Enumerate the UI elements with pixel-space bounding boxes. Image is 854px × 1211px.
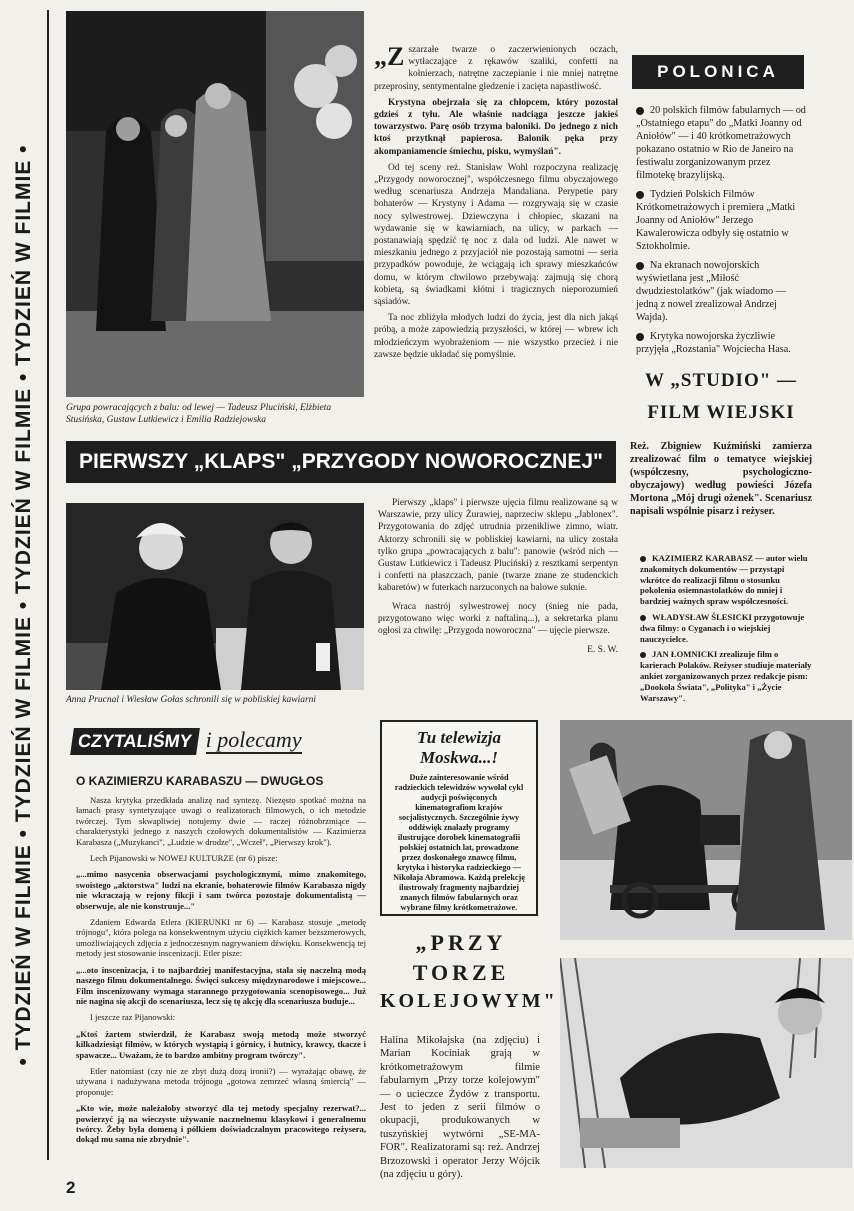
tv-box (380, 720, 538, 916)
sidebar-text: • TYDZIEŃ W FILMIE • TYDZIEŃ W FILMIE • TYDZIEŃ W FILMIE • TYDZIEŃ W FILMIE • (12, 144, 35, 1066)
tor-title-3: KOLEJOWYM" (380, 990, 558, 1012)
list-item: Krytyka nowojorska życzliwie przyjęła „Rozstania" Wojciecha Hasa. (636, 331, 791, 355)
sidebar-rule (47, 10, 49, 1160)
story-paragraph: Krystyna obejrzała się za chłopcem, który pozostał gdzieś z tyłu. Ale właśnie nadciąga jeszcze jakieś towarzystwo. Parę osób trzyma baloniki. Do jednego z nich ktoś przytknął papierosa. Balonik pęka przy akompaniamencie śmiechu, pisku, wymyślań". (374, 97, 618, 157)
list-item: KAZIMIERZ KARABASZ — autor wielu znakomitych dokumentów — przystąpi wkrótce do realizacji filmu o stosunku pokolenia osiemnastolatków do mniej i bardziej ważnych spraw współczesności. (640, 553, 808, 607)
list-item: WŁADYSŁAW ŚLESICKI przygotowuje dwa filmy: o Cyganach i o wiejskiej nauczycielce. (640, 611, 805, 644)
czytalismy-logo-script: i polecamy (205, 727, 302, 752)
story-paragraph: „Zszarzałe twarze o zaczerwienionych oczach, wytłaczające z rękawów szaliki, confetti na kołnierzach, natrętne zaczepianie i nie mniej natrętne przeprosiny, sentymentalne gledzenie i zacięta napastliwość. (374, 42, 618, 92)
article-paragraph: Nasza krytyka przedkłada analizę nad syntezę. Niezęsto spotkać można na łamach prasy syntetyzujące uwagi o realizatorach filmowych, o ich metodzie twórczej. Tym skwapliwiej notujemy dwie — raczej różnobrzmiące — charakterystyki jednego z naszych czołowych dokumentalistów — Kazimierza Karabasza („Muzykanci", „Ludzie w drodze", „Wczeł", „Pierwszy krok"). (76, 795, 366, 847)
klaps-signature: E. S. W. (587, 645, 618, 656)
tor-text: Halina Mikołajska (na zdjęciu) i Marian Kociniak grają w krótkometrażowym filmie fabularnym „Przy torze kolejowym" — o ucieczce Żydów z transportu. Jest to jeden z serii filmów o okupacji, produkowanych w tuszyńskiej wytwórni „SE-MA-FOR". Realizatorami są: reż. Andrzej Brzozowski i operator Jerzy Wójcik (na zdjęciu u góry). (380, 1035, 540, 1181)
article-paragraph: I jeszcze raz Pijanowski: (90, 1012, 176, 1023)
dropcap: „Z (374, 42, 405, 71)
tv-subtitle: Moskwa...! (420, 748, 498, 767)
klaps-paragraph: Pierwszy „klaps" i pierwsze ujęcia filmu realizowane są w Warszawie, przy ulicy Żurawiej, naprzeciw sklepu „Jablonex". Przygotowania do zdjęć utrudnia przenikliwe zimno, wiatr. Aktorzy schronili się w pobliskiej kawiarni, na ulicy została tylko grupa „powracających z balu": panowie (wśród nich — Gustaw Lutkiewicz i Tadeusz Pluciński) z resztkami serpentyn i confetti na płaszczach, panie (twarze znane ze studenckich kabaretów) w futerkach narzuconych na balowe suknie. (378, 498, 618, 594)
czytalismy-logo (72, 727, 368, 761)
article-quote: „...mimo nasycenia obserwacjami psychologicznymi, mimo znakomitego, swoistego „aktorstwa" ludzi na ekranie, bohaterowie filmów Karabasza nigdy nie wkraczają w rejony fikcji i sam twórca pozostaje dokumentalistą — obserwuje, ale nie konstruuje..." (76, 869, 366, 911)
actress-photo (560, 958, 852, 1168)
tor-headline (380, 930, 558, 1013)
article-quote: „Ktoś żartem stwierdził, że Karabasz swoją metodą może stworzyć kilkadziesiąt filmów, w których wystąpią i górnicy, i hutnicy, krawcy, tkacze i spawacze... Uważam, że to bardzo ambitny program twórczy". (76, 1028, 366, 1060)
czytalismy-article (76, 776, 366, 1145)
studio-subtitle: FILM WIEJSKI (647, 402, 795, 423)
couple-caption: Anna Prucnal i Wiesław Gołas schronili się w pobliskiej kawiarni (66, 695, 317, 705)
article-paragraph: Zdaniem Edwarda Etlera (KIERUNKI nr 6) — Karabasz stosuje „metodę trójnogu", która polega na konsekwentnym użyciu ciężkich kamer bezszmerowych, umożliwiających zdjęcia z jednoczesnym nagrywaniem dźwięku. Konsekwencją tej metody jest stosowanie inscenizacji. Etler pisze: (76, 917, 366, 959)
story-paragraph: Ta noc zbliżyła młodych ludzi do życia, jest dla nich jakąś próbą, a może zapowiedzią przyszłości, w której — wbrew ich młodzieńczym wyobrażeniom — nie wszystko przecież i nie zawsze będzie układać się pomyślnie. (374, 313, 618, 360)
story-paragraph: Od tej sceny reż. Stanisław Wohl rozpoczyna realizację „Przygody noworocznej", współczesnego filmu obyczajowego według scenariusza Andrzeja Mandaliana. Perypetie pary bohaterów — Krystyny i Adama — rozgrywają się w czasie nocy sylwestrowej. Dziewczyna i chłopiec, skazani na wydawanie się w kawiarniach, na ulicy, w parkach — postanawiają spędzić tę noc z dala od ludzi. Ale nawet w mieszkaniu jednego z przyjaciół nie pozostają samotni — seria przypadków powoduje, że wciągają ich sprawy mieszkańców domu, w którym chwilowo przebywają: zajmują się chorą kobietą, są świadkami kłótni i tragicznych nieporozumień sąsiadów. (374, 162, 618, 308)
sidebar (0, 0, 48, 1211)
list-item: Tydzień Polskich Filmów Krótkometrażowych i premiera „Matki Joanny od Aniołów" Jerzego Kawalerowicza odbyły się ostatnio w Sztokholmie. (636, 189, 796, 252)
couple-photo (66, 503, 364, 690)
studio-title: W „STUDIO" — (644, 370, 798, 391)
article-paragraph: Etler natomiast (czy nie ze zbyt dużą dozą ironii?) — wyrażając obawę, że używana i nadużywana metoda trójnogu „gotowa zemrzeć własną śmiercią" — proponuje: (76, 1065, 366, 1097)
tor-title-2: TORZE (412, 960, 510, 985)
tor-title-1: „PRZY (415, 930, 507, 955)
tv-title: Tu telewizja (417, 728, 501, 747)
article-paragraph: Lech Pijanowski w NOWEJ KULTURZE (nr 6) pisze: (90, 853, 278, 864)
list-item: 20 polskich filmów fabularnych — od „Ostatniego etapu" do „Matki Joanny od Aniołów" — i 40 krótkometrażowych pokazano ostatnio w Rio de Janeiro na festiwalu zorganizowanym przez filmotekę brazylijską. (636, 105, 806, 181)
crew-photo (560, 720, 852, 940)
klaps-paragraph: Wraca nastrój sylwestrowej nocy (śnieg nie pada, przygotowano więc worki z naftaliną...), a sekretarka planu ogłosi za chwilę: „Przygoda noworoczna" — ujęcie pierwsze. (378, 601, 618, 637)
story-article (374, 44, 618, 361)
news-list (640, 553, 812, 703)
tv-text: Duże zainteresowanie wśród radzieckich telewidzów wywołał cykl audycji poświęconych kinematografiom krajów socjalistycznych. Szczególnie żywy oddźwięk znalazły programy ilustrujące dorobek kinematografii polskiej ostatnich lat, prowadzone przez doskonałego znawcę filmu, krytyka i historyka radzieckiego — Nikołaja Abramowa. Każdą prelekcję ilustrowały fragmenty najbardziej znanych filmów fabularnych oraz wybrane filmy krótkometrażowe. (393, 773, 525, 912)
list-item: JAN ŁOMNICKI zrealizuje film o karierach Polaków. Reżyser studiuje materiały ankiet zorganizowanych przez redakcje pism: „Dookoła Świata", „Polityka" i „Życie Warszawy". (640, 649, 812, 703)
czytalismy-title: O KAZIMIERZU KARABASZU — DWUGŁOS (76, 774, 324, 788)
studio-text: Reż. Zbigniew Kuźmiński zamierza zrealizować film o tematyce wiejskiej (współczesny, psychologiczno-obyczajowy) według powieści Józefa Mortona „Mój drugi ożenek". Scenariusz napisali wspólnie pisarz i reżyser. (630, 441, 812, 517)
polonica-title: POLONICA (632, 55, 804, 89)
top-photo (66, 11, 364, 397)
polonica-list (636, 104, 810, 356)
klaps-headline: PIERWSZY „KLAPS" „PRZYGODY NOWOROCZNEJ" (66, 441, 616, 483)
page-number: 2 (66, 1178, 76, 1197)
top-photo-caption: Grupa powracających z balu: od lewej — Tadeusz Pluciński, Elżbieta Stusińska, Gustaw Lutkiewicz i Emilia Radziejowska (66, 403, 332, 425)
article-quote: „Kto wie, może należałoby stworzyć dla tej metody specjalny rezerwat?... powierzyć ją na wieczyste używanie nacznelnemu klasykowi i generalnemu twórcy. Żeby była domeną i pólkiem doświadczalnym pracowitego reżysera, dokąd mu sama nie zbrydnie". (76, 1103, 366, 1145)
czytalismy-logo-text: CZYTALIŚMY (70, 728, 199, 755)
article-quote: „...oto inscenizacja, i to najbardziej manifestacyjna, stała się naczelną modą naszego filmu dokumentalnego. Święci sukcesy międzynarodowe i miejscowe... Film inscenizowany wymaga starannego przygotowania scenopisowego... Już nie nagina się akcji do scenariusza, lecz się tę akcję dla scenariusza buduje... (76, 964, 366, 1006)
klaps-article (378, 497, 618, 655)
studio-section (630, 370, 812, 518)
list-item: Na ekranach nowojorskich wyświetlana jest „Miłość dwudziestolatków" (jak wiadomo — jedną z nowel zrealizował Andrzej Wajda). (636, 260, 786, 323)
